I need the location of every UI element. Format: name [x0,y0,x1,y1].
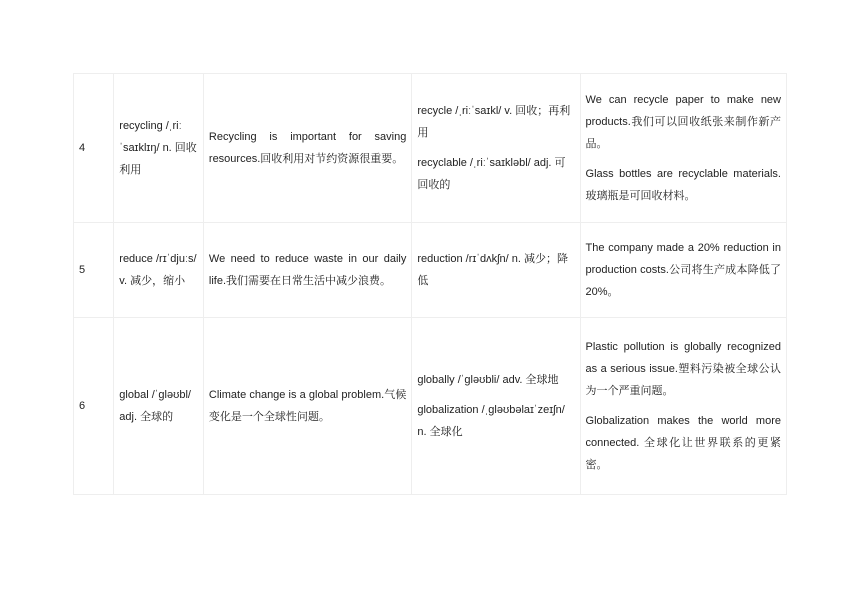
derivative-example: The company made a 20% reduction in production costs.公司将生产成本降低了20%。 [585,242,781,298]
derivative-example: Globalization makes the world more connected. 全球化让世界联系的更紧密。 [585,415,781,471]
derivative-word: globalization /ˌɡləʊbəlaɪˈzeɪʃn/ n. 全球化 [417,404,565,438]
table-row [74,223,787,318]
derivative-examples-cell [580,74,786,223]
derivative-example: We can recycle paper to make new products.我们可以回收纸张来制作新产品。 [585,94,781,150]
derivative-word: reduction /rɪˈdʌkʃn/ n. 减少；降低 [417,253,568,287]
word-entry: reduce /rɪˈdjuːs/ v. 减少，缩小 [114,223,204,318]
row-number: 5 [74,223,114,318]
table-row [74,74,787,223]
example-sentence: Recycling is important for saving resources.回收利用对节约资源很重要。 [203,74,411,223]
derivative-examples-cell [580,223,786,318]
word-entry: recycling /ˌriːˈsaɪklɪŋ/ n. 回收利用 [114,74,204,223]
derivatives-cell [412,318,580,495]
derivatives-cell [412,74,580,223]
derivative-examples-cell [580,318,786,495]
derivative-word: recyclable /ˌriːˈsaɪkləbl/ adj. 可回收的 [417,157,566,191]
derivatives-cell [412,223,580,318]
table-row [74,318,787,495]
example-sentence: Climate change is a global problem.气候变化是一个全球性问题。 [203,318,411,495]
derivative-example: Glass bottles are recyclable materials.玻璃瓶是可回收材料。 [585,168,781,202]
derivative-example: Plastic pollution is globally recognized as a serious issue.塑料污染被全球公认为一个严重问题。 [585,341,781,397]
derivative-word: recycle /ˌriːˈsaɪkl/ v. 回收；再利用 [417,105,571,139]
row-number: 4 [74,74,114,223]
vocabulary-table [73,73,787,495]
derivative-word: globally /ˈɡləʊbli/ adv. 全球地 [417,374,559,386]
word-entry: global /ˈɡləʊbl/ adj. 全球的 [114,318,204,495]
row-number: 6 [74,318,114,495]
example-sentence: We need to reduce waste in our daily life.我们需要在日常生活中减少浪费。 [203,223,411,318]
